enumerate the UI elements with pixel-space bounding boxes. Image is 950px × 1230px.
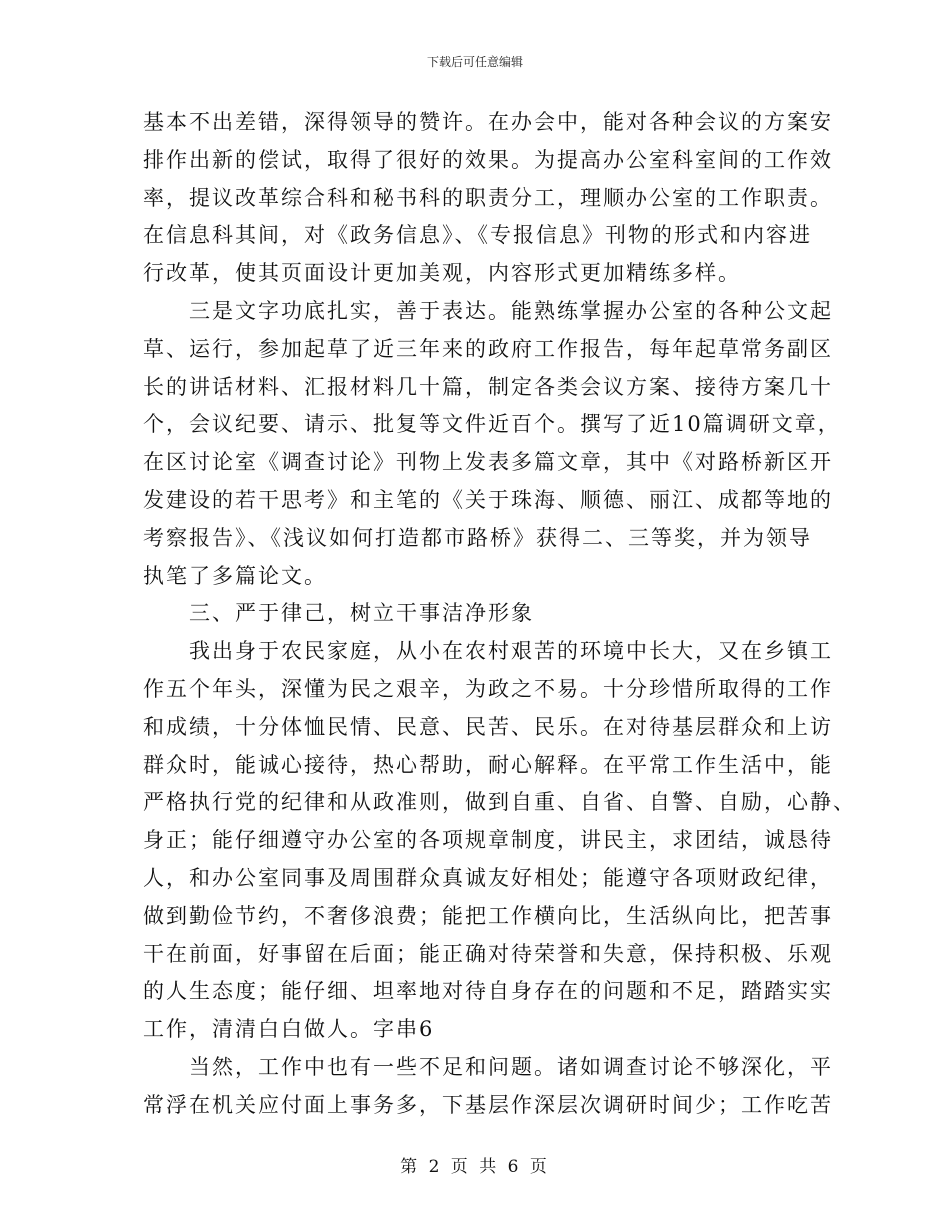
body-line: 常浮在机关应付面上事务多，下基层作深层次调研时间少；工作吃苦 <box>143 1092 833 1117</box>
body-line: 做到勤俭节约，不奢侈浪费；能把工作横向比，生活纵向比，把苦事 <box>143 903 833 928</box>
section-heading: 三、严于律己，树立干事洁净形象 <box>189 601 534 626</box>
body-line: 草、运行，参加起草了近三年来的政府工作报告，每年起草常务副区 <box>143 336 833 361</box>
body-line: 行改革，使其页面设计更加美观，内容形式更加精练多样。 <box>143 261 741 286</box>
body-line: 身正；能仔细遵守办公室的各项规章制度，讲民主，求团结，诚恳待 <box>143 828 833 853</box>
body-line: 执笔了多篇论文。 <box>143 563 327 588</box>
body-line: 人，和办公室同事及周围群众真诚友好相处；能遵守各项财政纪律， <box>143 865 833 890</box>
body-line: 长的讲话材料、汇报材料几十篇，制定各类会议方案、接待方案几十 <box>143 374 833 399</box>
body-line: 的人生态度；能仔细、坦率地对待自身存在的问题和不足，踏踏实实 <box>143 979 833 1004</box>
body-line: 和成绩，十分体恤民情、民意、民苦、民乐。在对待基层群众和上访 <box>143 714 833 739</box>
body-line: 发建设的若干思考》和主笔的《关于珠海、顺德、丽江、成都等地的 <box>143 487 833 512</box>
document-body <box>143 104 856 1125</box>
body-line: 率，提议改革综合科和秘书科的职责分工，理顺办公室的工作职责。 <box>143 185 833 210</box>
body-line: 排作出新的偿试，取得了很好的效果。为提高办公室科室间的工作效 <box>143 147 833 172</box>
body-line: 工作，清清白白做人。字串6 <box>143 1017 435 1042</box>
paragraph-start-line: 我出身于农民家庭，从小在农村艰苦的环境中长大，又在乡镇工 <box>189 639 833 664</box>
paragraph-start-line: 当然，工作中也有一些不足和问题。诸如调查讨论不够深化，平 <box>189 1054 833 1079</box>
page-number-footer: 第 2 页 共 6 页 <box>400 1157 550 1177</box>
body-line: 作五个年头，深懂为民之艰辛，为政之不易。十分珍惜所取得的工作 <box>143 676 833 701</box>
page-header: 下载后可任意编辑 <box>426 55 523 69</box>
body-line: 在信息科其间，对《政务信息》、《专报信息》刊物的形式和内容进 <box>143 223 812 248</box>
body-line: 基本不出差错，深得领导的赞许。在办会中，能对各种会议的方案安 <box>143 110 833 134</box>
paragraph-start-line: 三是文字功底扎实，善于表达。能熟练掌握办公室的各种公文起 <box>189 298 833 323</box>
body-line: 在区讨论室《调查讨论》刊物上发表多篇文章，其中《对路桥新区开 <box>143 450 833 475</box>
body-line: 群众时，能诚心接待，热心帮助，耐心解释。在平常工作生活中，能 <box>143 752 833 777</box>
body-line: 个，会议纪要、请示、批复等文件近百个。撰写了近10篇调研文章， <box>143 412 841 437</box>
body-line: 严格执行党的纪律和从政准则，做到自重、自省、自警、自励，心静、 <box>143 790 856 815</box>
body-line: 干在前面，好事留在后面；能正确对待荣誉和失意，保持积极、乐观 <box>143 941 833 966</box>
body-line: 考察报告》、《浅议如何打造都市路桥》获得二、三等奖，并为领导 <box>143 525 812 550</box>
